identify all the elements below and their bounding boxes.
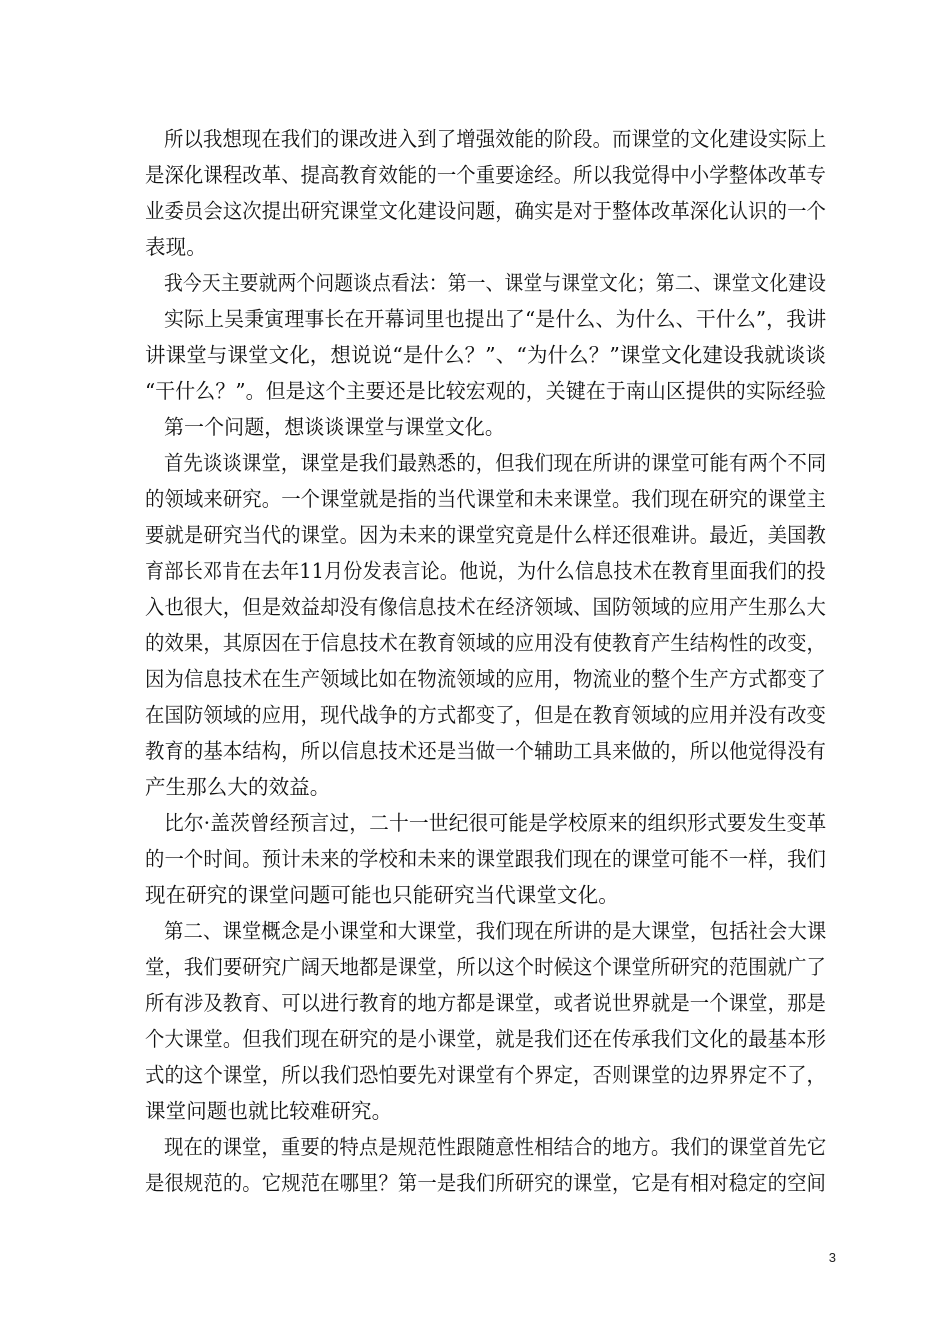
text-line: 首先谈谈课堂，课堂是我们最熟悉的，但我们现在所讲的课堂可能有两个不同 xyxy=(164,451,827,475)
text-line: 所有涉及教育、可以进行教育的地方都是课堂，或者说世界就是一个课堂，那是 xyxy=(145,991,826,1015)
text-line: 是很规范的。它规范在哪里？第一是我们所研究的课堂，它是有相对稳定的空间 xyxy=(145,1171,826,1195)
text-line: 式的这个课堂，所以我们恐怕要先对课堂有个界定，否则课堂的边界界定不了， xyxy=(145,1063,826,1087)
text-line: 是深化课程改革、提高教育效能的一个重要途经。所以我觉得中小学整体改革专 xyxy=(145,163,826,187)
text-line: 现在研究的课堂问题可能也只能研究当代课堂文化。 xyxy=(145,883,619,907)
text-line: 第一个问题，想谈谈课堂与课堂文化。 xyxy=(164,415,505,439)
text-line: 讲课堂与课堂文化，想说说“是什么？”、“为什么？”课堂文化建设我就谈谈 xyxy=(145,343,826,367)
text-line: 我今天主要就两个问题谈点看法：第一、课堂与课堂文化；第二、课堂文化建设 xyxy=(164,271,827,295)
text-line: 堂，我们要研究广阔天地都是课堂，所以这个时候这个课堂所研究的范围就广了 xyxy=(145,955,826,979)
text-line: 育部长邓肯在去年11月份发表言论。他说，为什么信息技术在教育里面我们的投 xyxy=(145,559,826,583)
text-line: 表现。 xyxy=(145,235,207,259)
text-line: 产生那么大的效益。 xyxy=(145,775,331,799)
text-line: 第二、课堂概念是小课堂和大课堂，我们现在所讲的是大课堂，包括社会大课 xyxy=(164,919,827,943)
text-line: 要就是研究当代的课堂。因为未来的课堂究竟是什么样还很难讲。最近，美国教 xyxy=(145,523,826,547)
text-line: 因为信息技术在生产领域比如在物流领域的应用，物流业的整个生产方式都变了 xyxy=(145,667,826,691)
text-line: 的领域来研究。一个课堂就是指的当代课堂和未来课堂。我们现在研究的课堂主 xyxy=(145,487,826,511)
text-line: 比尔·盖茨曾经预言过，二十一世纪很可能是学校原来的组织形式要发生变革 xyxy=(164,811,827,835)
text-line: 个大课堂。但我们现在研究的是小课堂，就是我们还在传承我们文化的最基本形 xyxy=(145,1027,826,1051)
text-line: 业委员会这次提出研究课堂文化建设问题，确实是对于整体改革深化认识的一个 xyxy=(145,199,826,223)
page-number: 3 xyxy=(828,1250,836,1265)
text-line: “干什么？”。但是这个主要还是比较宏观的，关键在于南山区提供的实际经验 xyxy=(145,379,826,403)
text-line: 现在的课堂，重要的特点是规范性跟随意性相结合的地方。我们的课堂首先它 xyxy=(164,1135,827,1159)
text-line: 入也很大，但是效益却没有像信息技术在经济领域、国防领域的应用产生那么大 xyxy=(145,595,826,619)
text-line: 课堂问题也就比较难研究。 xyxy=(145,1099,393,1123)
text-line: 的一个时间。预计未来的学校和未来的课堂跟我们现在的课堂可能不一样，我们 xyxy=(145,847,826,871)
text-line: 的效果，其原因在于信息技术在教育领域的应用没有使教育产生结构性的改变， xyxy=(145,631,826,655)
text-line: 教育的基本结构，所以信息技术还是当做一个辅助工具来做的，所以他觉得没有 xyxy=(145,739,826,763)
text-line: 实际上吴秉寅理事长在开幕词里也提出了“是什么、为什么、干什么”，我讲 xyxy=(164,307,827,331)
text-line: 所以我想现在我们的课改进入到了增强效能的阶段。而课堂的文化建设实际上 xyxy=(164,127,827,151)
text-line: 在国防领域的应用，现代战争的方式都变了，但是在教育领域的应用并没有改变 xyxy=(145,703,826,727)
